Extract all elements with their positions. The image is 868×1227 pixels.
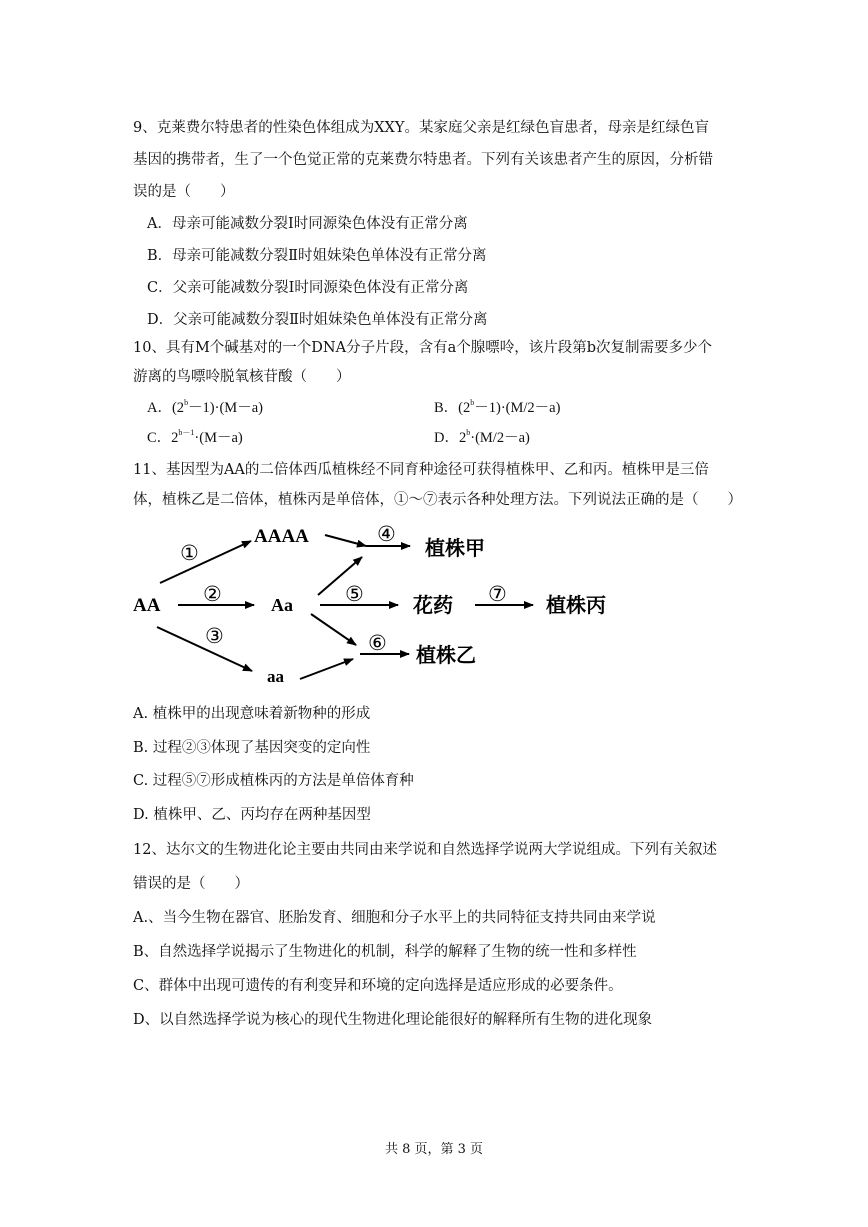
q10-option-d: D．$2^b\cdot(M/2-a)$ — [434, 428, 530, 446]
arrow-aaaa-to-jia — [325, 535, 366, 546]
q11-stem-line-2: 体，植株乙是二倍体，植株丙是单倍体，①～⑦表示各种处理方法。下列说法正确的是（ ） — [133, 492, 742, 508]
label-plant-jia: 植株甲 — [425, 538, 485, 560]
step-4-marker: ④ — [377, 522, 396, 546]
label-aaaa: AAAA — [254, 526, 309, 547]
step-7-marker: ⑦ — [488, 582, 507, 606]
q9-stem-line-3: 误的是（ ） — [133, 184, 235, 200]
label-anther: 花药 — [413, 595, 453, 617]
q10-stem-line-2: 游离的鸟嘌呤脱氧核苷酸（ ） — [133, 369, 351, 385]
breeding-pathway-diagram — [120, 515, 760, 690]
q12-option-c: C、群体中出现可遗传的有利变异和环境的定向选择是适应形成的必要条件。 — [133, 978, 623, 994]
step-2-marker: ② — [203, 582, 222, 606]
arrow-aa-to-yi — [311, 614, 356, 645]
label-aa-hetero: Aa — [271, 595, 293, 615]
q11-option-d: D. 植株甲、乙、丙均存在两种基因型 — [133, 807, 371, 823]
step-6-marker: ⑥ — [368, 631, 387, 655]
step-3-marker: ③ — [205, 624, 224, 648]
label-aa-start: AA — [133, 595, 161, 616]
label-aa-recessive: aa — [267, 667, 284, 686]
q10-option-b: B．$(2^b-1)\cdot(M/2-a)$ — [434, 398, 561, 416]
q10-option-c: C．$2^{b-1}\cdot(M-a)$ — [147, 428, 243, 446]
q9-option-a: A．母亲可能减数分裂Ⅰ时同源染色体没有正常分离 — [147, 216, 468, 232]
q11-option-b: B. 过程②③体现了基因突变的定向性 — [133, 740, 371, 756]
q12-stem-line-1: 12、达尔文的生物进化论主要由共同由来学说和自然选择学说两大学说组成。下列有关叙述 — [133, 842, 717, 858]
q12-stem-line-2: 错误的是（ ） — [133, 876, 249, 892]
q9-stem-line-1: 9、克莱费尔特患者的性染色体组成为XXY。某家庭父亲是红绿色盲患者，母亲是红绿色盲 — [133, 120, 709, 136]
q11-option-c: C. 过程⑤⑦形成植株丙的方法是单倍体育种 — [133, 773, 414, 789]
q12-option-b: B、自然选择学说揭示了生物进化的机制，科学的解释了生物的统一性和多样性 — [133, 944, 637, 960]
q10-option-a: A．$(2^b-1)\cdot(M-a)$ — [147, 398, 263, 416]
q11-option-a: A. 植株甲的出现意味着新物种的形成 — [133, 706, 371, 722]
arrow-aa-to-aaaa — [160, 541, 251, 583]
q9-option-c: C．父亲可能减数分裂Ⅰ时同源染色体没有正常分离 — [147, 280, 469, 296]
label-plant-bing: 植株丙 — [546, 595, 606, 617]
q9-stem-line-2: 基因的携带者，生了一个色觉正常的克莱费尔特患者。下列有关该患者产生的原因，分析错 — [133, 152, 713, 168]
step-1-marker: ① — [180, 541, 199, 565]
label-plant-yi: 植株乙 — [416, 645, 476, 667]
q9-option-b: B．母亲可能减数分裂Ⅱ时姐妹染色单体没有正常分离 — [147, 248, 487, 264]
step-5-marker: ⑤ — [345, 582, 364, 606]
q12-option-d: D、以自然选择学说为核心的现代生物进化理论能很好的解释所有生物的进化现象 — [133, 1012, 653, 1028]
q12-option-a: A.、当今生物在器官、胚胎发育、细胞和分子水平上的共同特征支持共同由来学说 — [133, 910, 656, 926]
page-footer: 共 8 页，第 3 页 — [384, 1142, 484, 1157]
q9-option-d: D．父亲可能减数分裂Ⅱ时姐妹染色单体没有正常分离 — [147, 312, 488, 328]
q11-stem-line-1: 11、基因型为AA的二倍体西瓜植株经不同育种途径可获得植株甲、乙和丙。植株甲是三倍 — [133, 462, 709, 478]
arrow-aa-recessive-to-yi — [300, 659, 353, 679]
q10-stem-line-1: 10、具有M个碱基对的一个DNA分子片段，含有a个腺嘌呤，该片段第b次复制需要多少个 — [133, 340, 713, 356]
